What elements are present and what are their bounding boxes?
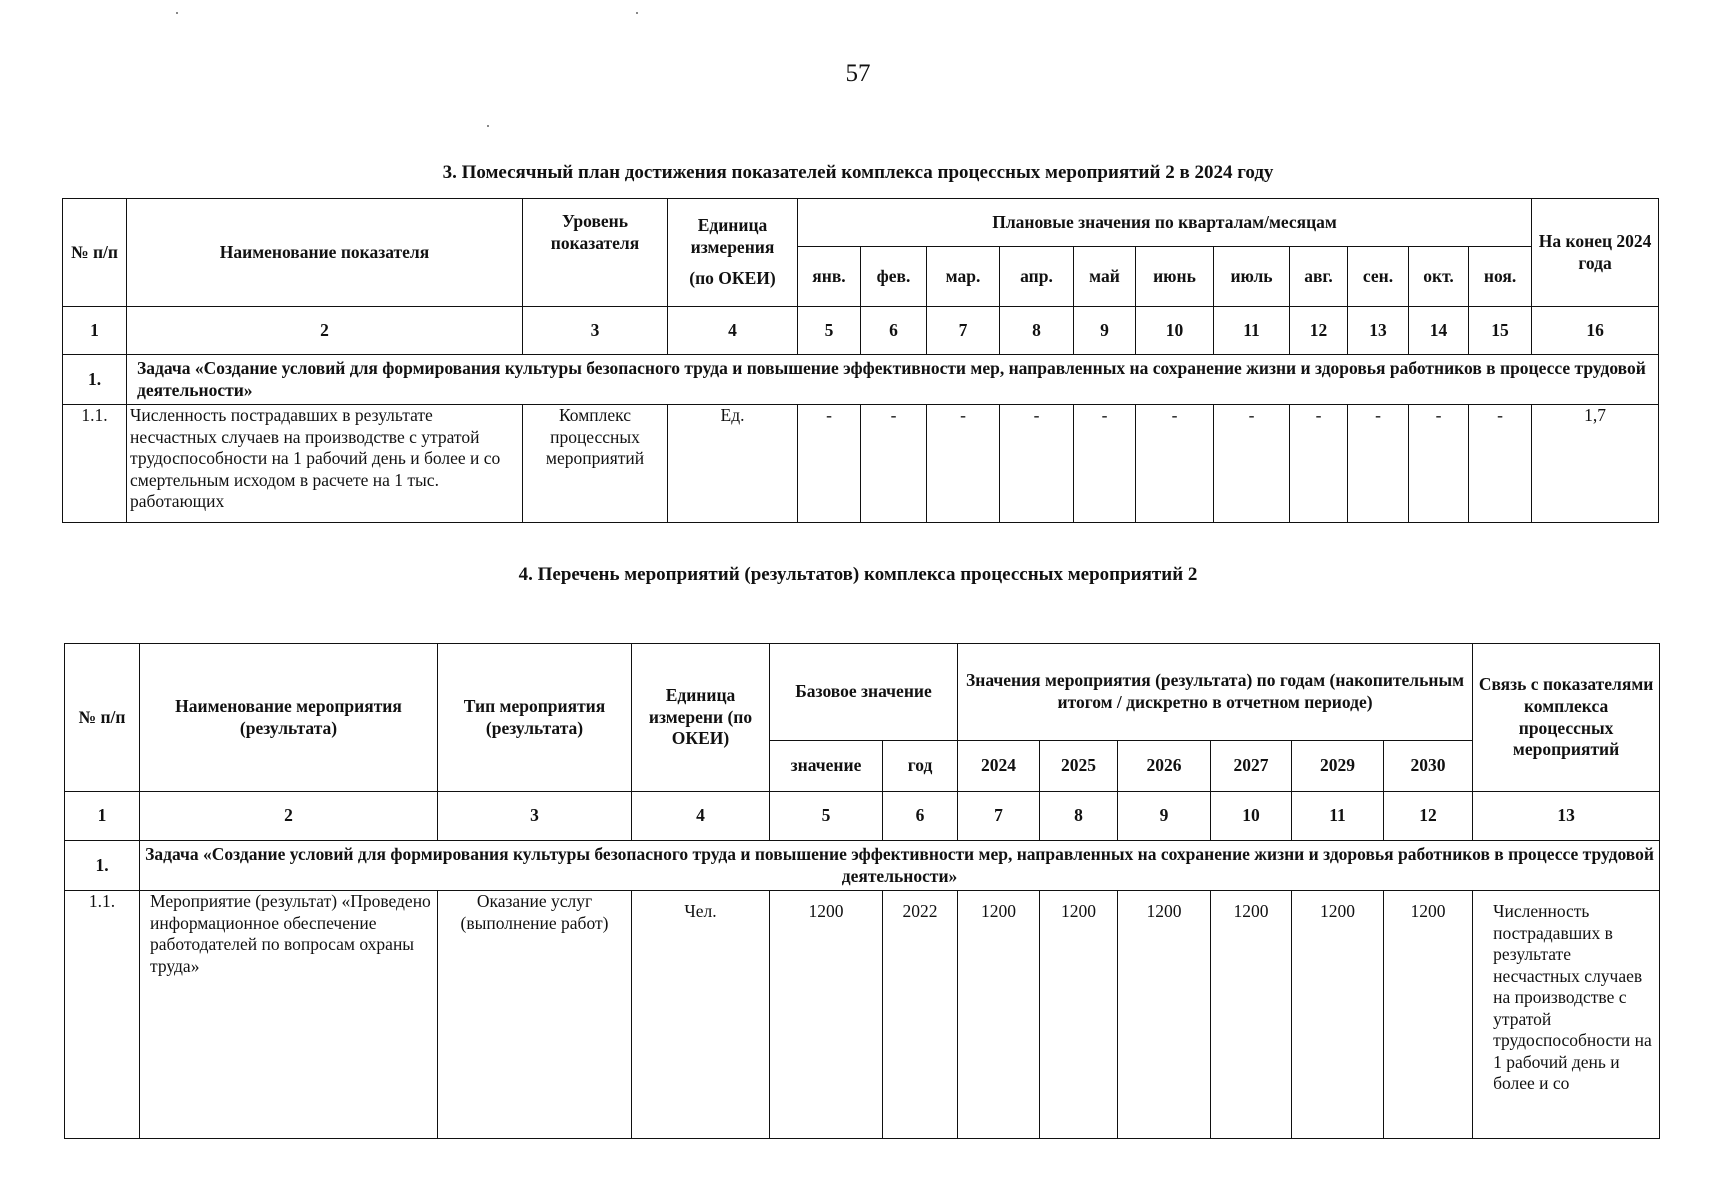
year-header: 2026: [1118, 741, 1211, 792]
column-number: 16: [1532, 307, 1659, 355]
month-header: ноя.: [1469, 247, 1532, 307]
column-number: 11: [1292, 792, 1384, 841]
col-num-header: № п/п: [63, 199, 127, 307]
year-value: 1200: [1292, 891, 1384, 1139]
indicator-unit: Ед.: [668, 405, 798, 523]
year-header: 2025: [1040, 741, 1118, 792]
column-number: 3: [523, 307, 668, 355]
column-number: 13: [1348, 307, 1409, 355]
indicator-level: Комплекс процессных мероприятий: [523, 405, 668, 523]
column-number: 5: [770, 792, 883, 841]
scan-speck: [176, 12, 178, 14]
column-number: 10: [1136, 307, 1214, 355]
column-number: 3: [438, 792, 632, 841]
month-value: -: [1000, 405, 1074, 523]
column-number: 6: [883, 792, 958, 841]
column-number: 1: [63, 307, 127, 355]
base-year-subheader: год: [883, 741, 958, 792]
col-level-header: Уровень показателя: [523, 199, 668, 307]
column-number: 12: [1290, 307, 1348, 355]
month-header: янв.: [798, 247, 861, 307]
month-header: авг.: [1290, 247, 1348, 307]
table-row: [65, 891, 1660, 1139]
indicator-link: Численность пострадавших в результате несчастных случаев на производстве с утратой трудоспособности на 1 рабочий день и более и со: [1473, 891, 1660, 1139]
year-value: 1200: [1040, 891, 1118, 1139]
task-row: [65, 841, 1660, 891]
column-number: 8: [1000, 307, 1074, 355]
header-row-1: [65, 644, 1660, 741]
column-number: 7: [958, 792, 1040, 841]
column-number: 10: [1211, 792, 1292, 841]
month-header: июнь: [1136, 247, 1214, 307]
month-value: -: [1214, 405, 1290, 523]
year-value: 1200: [958, 891, 1040, 1139]
column-number: 2: [127, 307, 523, 355]
row-number: 1.1.: [63, 405, 127, 523]
table-row: [63, 405, 1659, 523]
month-header: апр.: [1000, 247, 1074, 307]
section4-title: 4. Перечень мероприятий (результатов) комплекса процессных мероприятий 2: [518, 564, 1198, 585]
column-number: 2: [140, 792, 438, 841]
column-number: 14: [1409, 307, 1469, 355]
column-numbers-row: [65, 792, 1660, 841]
month-value: -: [1348, 405, 1409, 523]
month-header: фев.: [861, 247, 927, 307]
column-number: 9: [1118, 792, 1211, 841]
column-number: 6: [861, 307, 927, 355]
month-value: -: [1409, 405, 1469, 523]
task-number: 1.: [65, 841, 140, 891]
col-link-header: Связь с показателями комплекса процессных мероприятий: [1473, 644, 1660, 792]
base-year: 2022: [883, 891, 958, 1139]
column-number: 4: [632, 792, 770, 841]
col-name-header: Наименование мероприятия (результата): [140, 644, 438, 792]
column-number: 8: [1040, 792, 1118, 841]
month-value: -: [1074, 405, 1136, 523]
month-header: мар.: [927, 247, 1000, 307]
measure-name: Мероприятие (результат) «Проведено информационное обеспечение работодателей по вопросам охраны труда»: [140, 891, 438, 1139]
year-header: 2024: [958, 741, 1040, 792]
monthly-plan-table: [62, 198, 1659, 523]
column-number: 9: [1074, 307, 1136, 355]
year-header: 2027: [1211, 741, 1292, 792]
col-unit-header: [668, 199, 798, 307]
task-number: 1.: [63, 355, 127, 405]
end-of-year-value: 1,7: [1532, 405, 1659, 523]
year-header: 2030: [1384, 741, 1473, 792]
indicator-name: Численность пострадавших в результате несчастных случаев на производстве с утратой трудоспособности на 1 рабочий день и более и со смертельным исходом в расчете на 1 тыс. работающих: [127, 405, 523, 523]
header-row-1: [63, 199, 1659, 247]
month-value: -: [1469, 405, 1532, 523]
column-number: 1: [65, 792, 140, 841]
unit-header-top: Единица измерения: [690, 215, 775, 257]
col-num-header: № п/п: [65, 644, 140, 792]
col-name-header: Наименование показателя: [127, 199, 523, 307]
column-number: 7: [927, 307, 1000, 355]
month-value: -: [927, 405, 1000, 523]
year-value: 1200: [1211, 891, 1292, 1139]
column-numbers-row: [63, 307, 1659, 355]
measures-table: [64, 643, 1660, 1139]
column-number: 4: [668, 307, 798, 355]
year-value: 1200: [1118, 891, 1211, 1139]
yearly-values-header: Значения мероприятия (результата) по годам (накопительным итогом / дискретно в отчетном периоде): [958, 644, 1473, 741]
base-value: 1200: [770, 891, 883, 1139]
month-value: -: [1290, 405, 1348, 523]
month-value: -: [861, 405, 927, 523]
month-value: -: [798, 405, 861, 523]
measure-type: Оказание услуг (выполнение работ): [438, 891, 632, 1139]
month-header: июль: [1214, 247, 1290, 307]
task-row: [63, 355, 1659, 405]
column-number: 5: [798, 307, 861, 355]
month-header: окт.: [1409, 247, 1469, 307]
measure-unit: Чел.: [632, 891, 770, 1139]
task-text: Задача «Создание условий для формирования культуры безопасного труда и повышение эффективности мер, направленных на сохранение жизни и здоровья работников в процессе трудовой деятельности»: [127, 355, 1659, 405]
page-number: 57: [845, 60, 871, 87]
unit-header-bottom: (по ОКЕИ): [689, 268, 776, 289]
year-value: 1200: [1384, 891, 1473, 1139]
year-header: 2029: [1292, 741, 1384, 792]
section3-title: 3. Помесячный план достижения показателей комплекса процессных мероприятий 2 в 2024 году: [442, 162, 1274, 183]
column-number: 13: [1473, 792, 1660, 841]
planned-values-header: Плановые значения по кварталам/месяцам: [798, 199, 1532, 247]
column-number: 12: [1384, 792, 1473, 841]
row-number: 1.1.: [65, 891, 140, 1139]
col-end-header: На конец 2024 года: [1532, 199, 1659, 307]
task-text: Задача «Создание условий для формирования культуры безопасного труда и повышение эффективности мер, направленных на сохранение жизни и здоровья работников в процессе трудовой деятельности»: [140, 841, 1660, 891]
scan-speck: [636, 12, 638, 14]
col-unit-header: Единица измерени (по ОКЕИ): [632, 644, 770, 792]
month-header: май: [1074, 247, 1136, 307]
month-value: -: [1136, 405, 1214, 523]
column-number: 11: [1214, 307, 1290, 355]
column-number: 15: [1469, 307, 1532, 355]
base-value-subheader: значение: [770, 741, 883, 792]
month-header: сен.: [1348, 247, 1409, 307]
base-value-header: Базовое значение: [770, 644, 958, 741]
scan-speck: [487, 125, 489, 127]
col-type-header: Тип мероприятия (результата): [438, 644, 632, 792]
